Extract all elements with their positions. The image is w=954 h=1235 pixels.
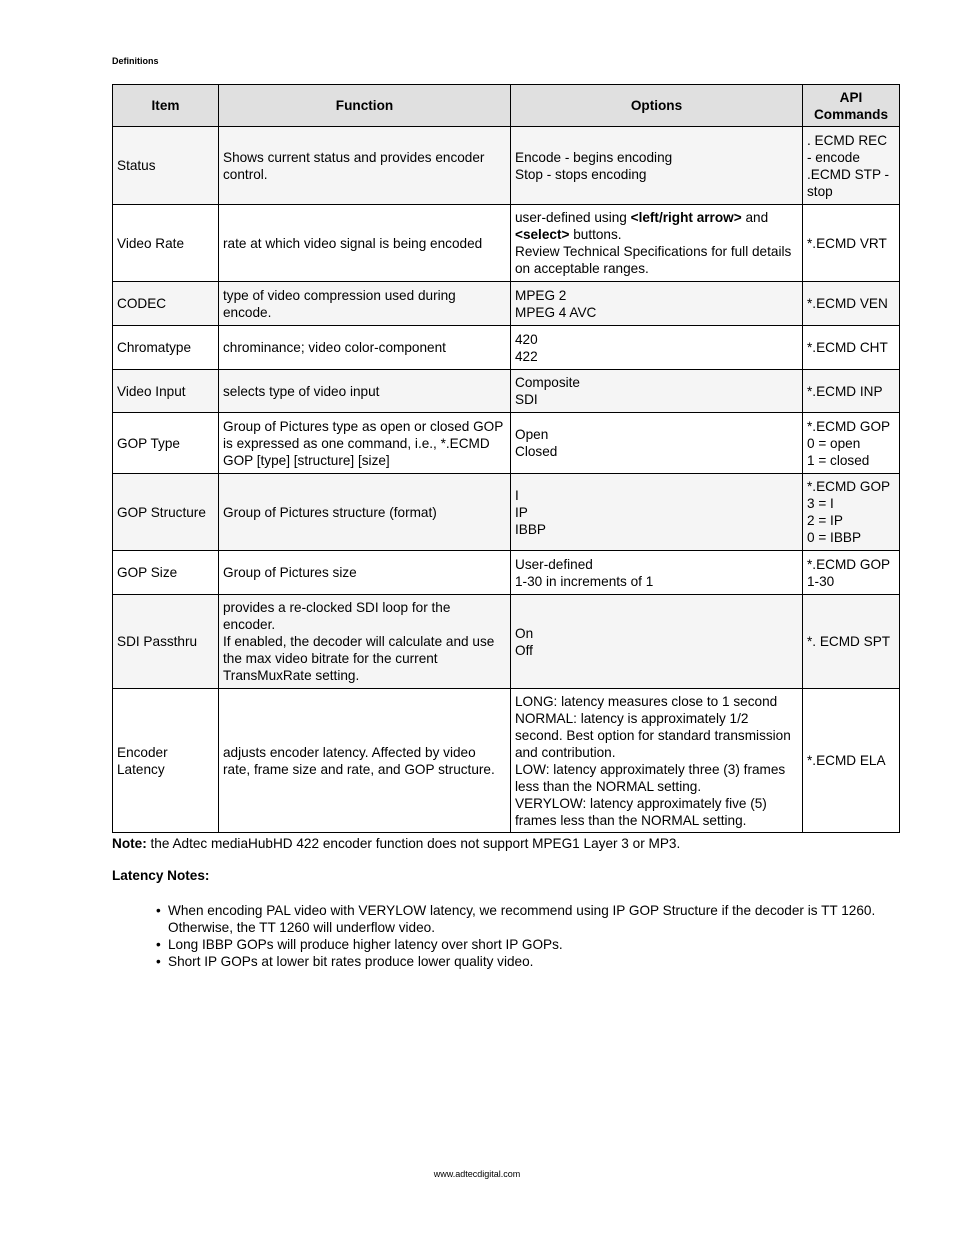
bullet-icon: • [156, 903, 161, 918]
cell-api: *.ECMD GOP 3 = I 2 = IP 0 = IBBP [803, 474, 900, 551]
cell-api: *.ECMD VEN [803, 282, 900, 326]
cell-options: User-defined 1-30 in increments of 1 [511, 551, 803, 595]
table-row [113, 282, 900, 326]
table-row [113, 413, 900, 474]
cell-options: Open Closed [511, 413, 803, 474]
table-row [113, 370, 900, 413]
cell-api: *.ECMD VRT [803, 205, 900, 282]
cell-item: CODEC [113, 282, 219, 326]
cell-options: On Off [511, 595, 803, 689]
note-label: Note: [112, 836, 147, 851]
footer-url: www.adtecdigital.com [433, 1169, 521, 1179]
list-item: • Long IBBP GOPs will produce higher latency over short IP GOPs. [156, 937, 563, 952]
table-row [113, 551, 900, 595]
cell-api: *.ECMD ELA [803, 689, 900, 833]
cell-api: *.ECMD INP [803, 370, 900, 413]
table-row [113, 326, 900, 370]
cell-item: Video Rate [113, 205, 219, 282]
cell-function: Group of Pictures size [219, 551, 511, 595]
cell-item: Encoder Latency [113, 689, 219, 833]
cell-api: *.ECMD GOP 0 = open 1 = closed [803, 413, 900, 474]
cell-function: rate at which video signal is being encoded [219, 205, 511, 282]
latency-notes-list [156, 902, 876, 970]
cell-item: GOP Type [113, 413, 219, 474]
cell-function: type of video compression used during encode. [219, 282, 511, 326]
header-function: Function [219, 85, 511, 127]
table-row [113, 689, 900, 833]
cell-function: Shows current status and provides encoder control. [219, 127, 511, 205]
cell-function: selects type of video input [219, 370, 511, 413]
cell-api: *.ECMD GOP 1-30 [803, 551, 900, 595]
note-text: the Adtec mediaHubHD 422 encoder function does not support MPEG1 Layer 3 or MP3. [146, 836, 681, 851]
table-row [113, 595, 900, 689]
list-item: • When encoding PAL video with VERYLOW latency, we recommend using IP GOP Structure if the decoder is TT 1260. Otherwise, the TT 1260 will underflow video. [156, 903, 876, 935]
bullet-icon: • [156, 937, 161, 952]
cell-function: adjusts encoder latency. Affected by video rate, frame size and rate, and GOP structure. [219, 689, 511, 833]
table-header-row [113, 85, 900, 127]
cell-item: GOP Size [113, 551, 219, 595]
cell-options: 420 422 [511, 326, 803, 370]
header-item: Item [113, 85, 219, 127]
definitions-table [112, 84, 900, 833]
cell-item: SDI Passthru [113, 595, 219, 689]
cell-options: user-defined using <left/right arrow> and <select> buttons. Review Technical Specifications for full details on acceptable ranges. [511, 205, 803, 282]
cell-options: LONG: latency measures close to 1 second NORMAL: latency is approximately 1/2 second. Best option for standard transmission and contribution. LOW: latency approximately three (3) frames less than the NORMAL setting. VERYLOW: latency approximately five (5) frames less than the NORMAL setting. [511, 689, 803, 833]
bullet-icon: • [156, 954, 161, 969]
note [112, 835, 680, 852]
cell-options: Composite SDI [511, 370, 803, 413]
cell-function: Group of Pictures structure (format) [219, 474, 511, 551]
table-row [113, 205, 900, 282]
cell-item: Status [113, 127, 219, 205]
cell-options: MPEG 2 MPEG 4 AVC [511, 282, 803, 326]
latency-notes-title: Latency Notes: [112, 868, 210, 883]
list-item: • Short IP GOPs at lower bit rates produce lower quality video. [156, 954, 534, 969]
cell-api: . ECMD REC - encode .ECMD STP - stop [803, 127, 900, 205]
cell-function: chrominance; video color-component [219, 326, 511, 370]
cell-api: *. ECMD SPT [803, 595, 900, 689]
table-row [113, 127, 900, 205]
cell-options: I IP IBBP [511, 474, 803, 551]
header-api-commands: API Commands [803, 85, 900, 127]
cell-function: provides a re-clocked SDI loop for the encoder. If enabled, the decoder will calculate and use the max video bitrate for the current TransMuxRate setting. [219, 595, 511, 689]
cell-function: Group of Pictures type as open or closed GOP is expressed as one command, i.e., *.ECMD GOP [type] [structure] [size] [219, 413, 511, 474]
cell-item: Video Input [113, 370, 219, 413]
cell-api: *.ECMD CHT [803, 326, 900, 370]
header-options: Options [511, 85, 803, 127]
table-row [113, 474, 900, 551]
cell-options: Encode - begins encoding Stop - stops encoding [511, 127, 803, 205]
cell-item: GOP Structure [113, 474, 219, 551]
section-title: Definitions [112, 56, 159, 66]
cell-item: Chromatype [113, 326, 219, 370]
